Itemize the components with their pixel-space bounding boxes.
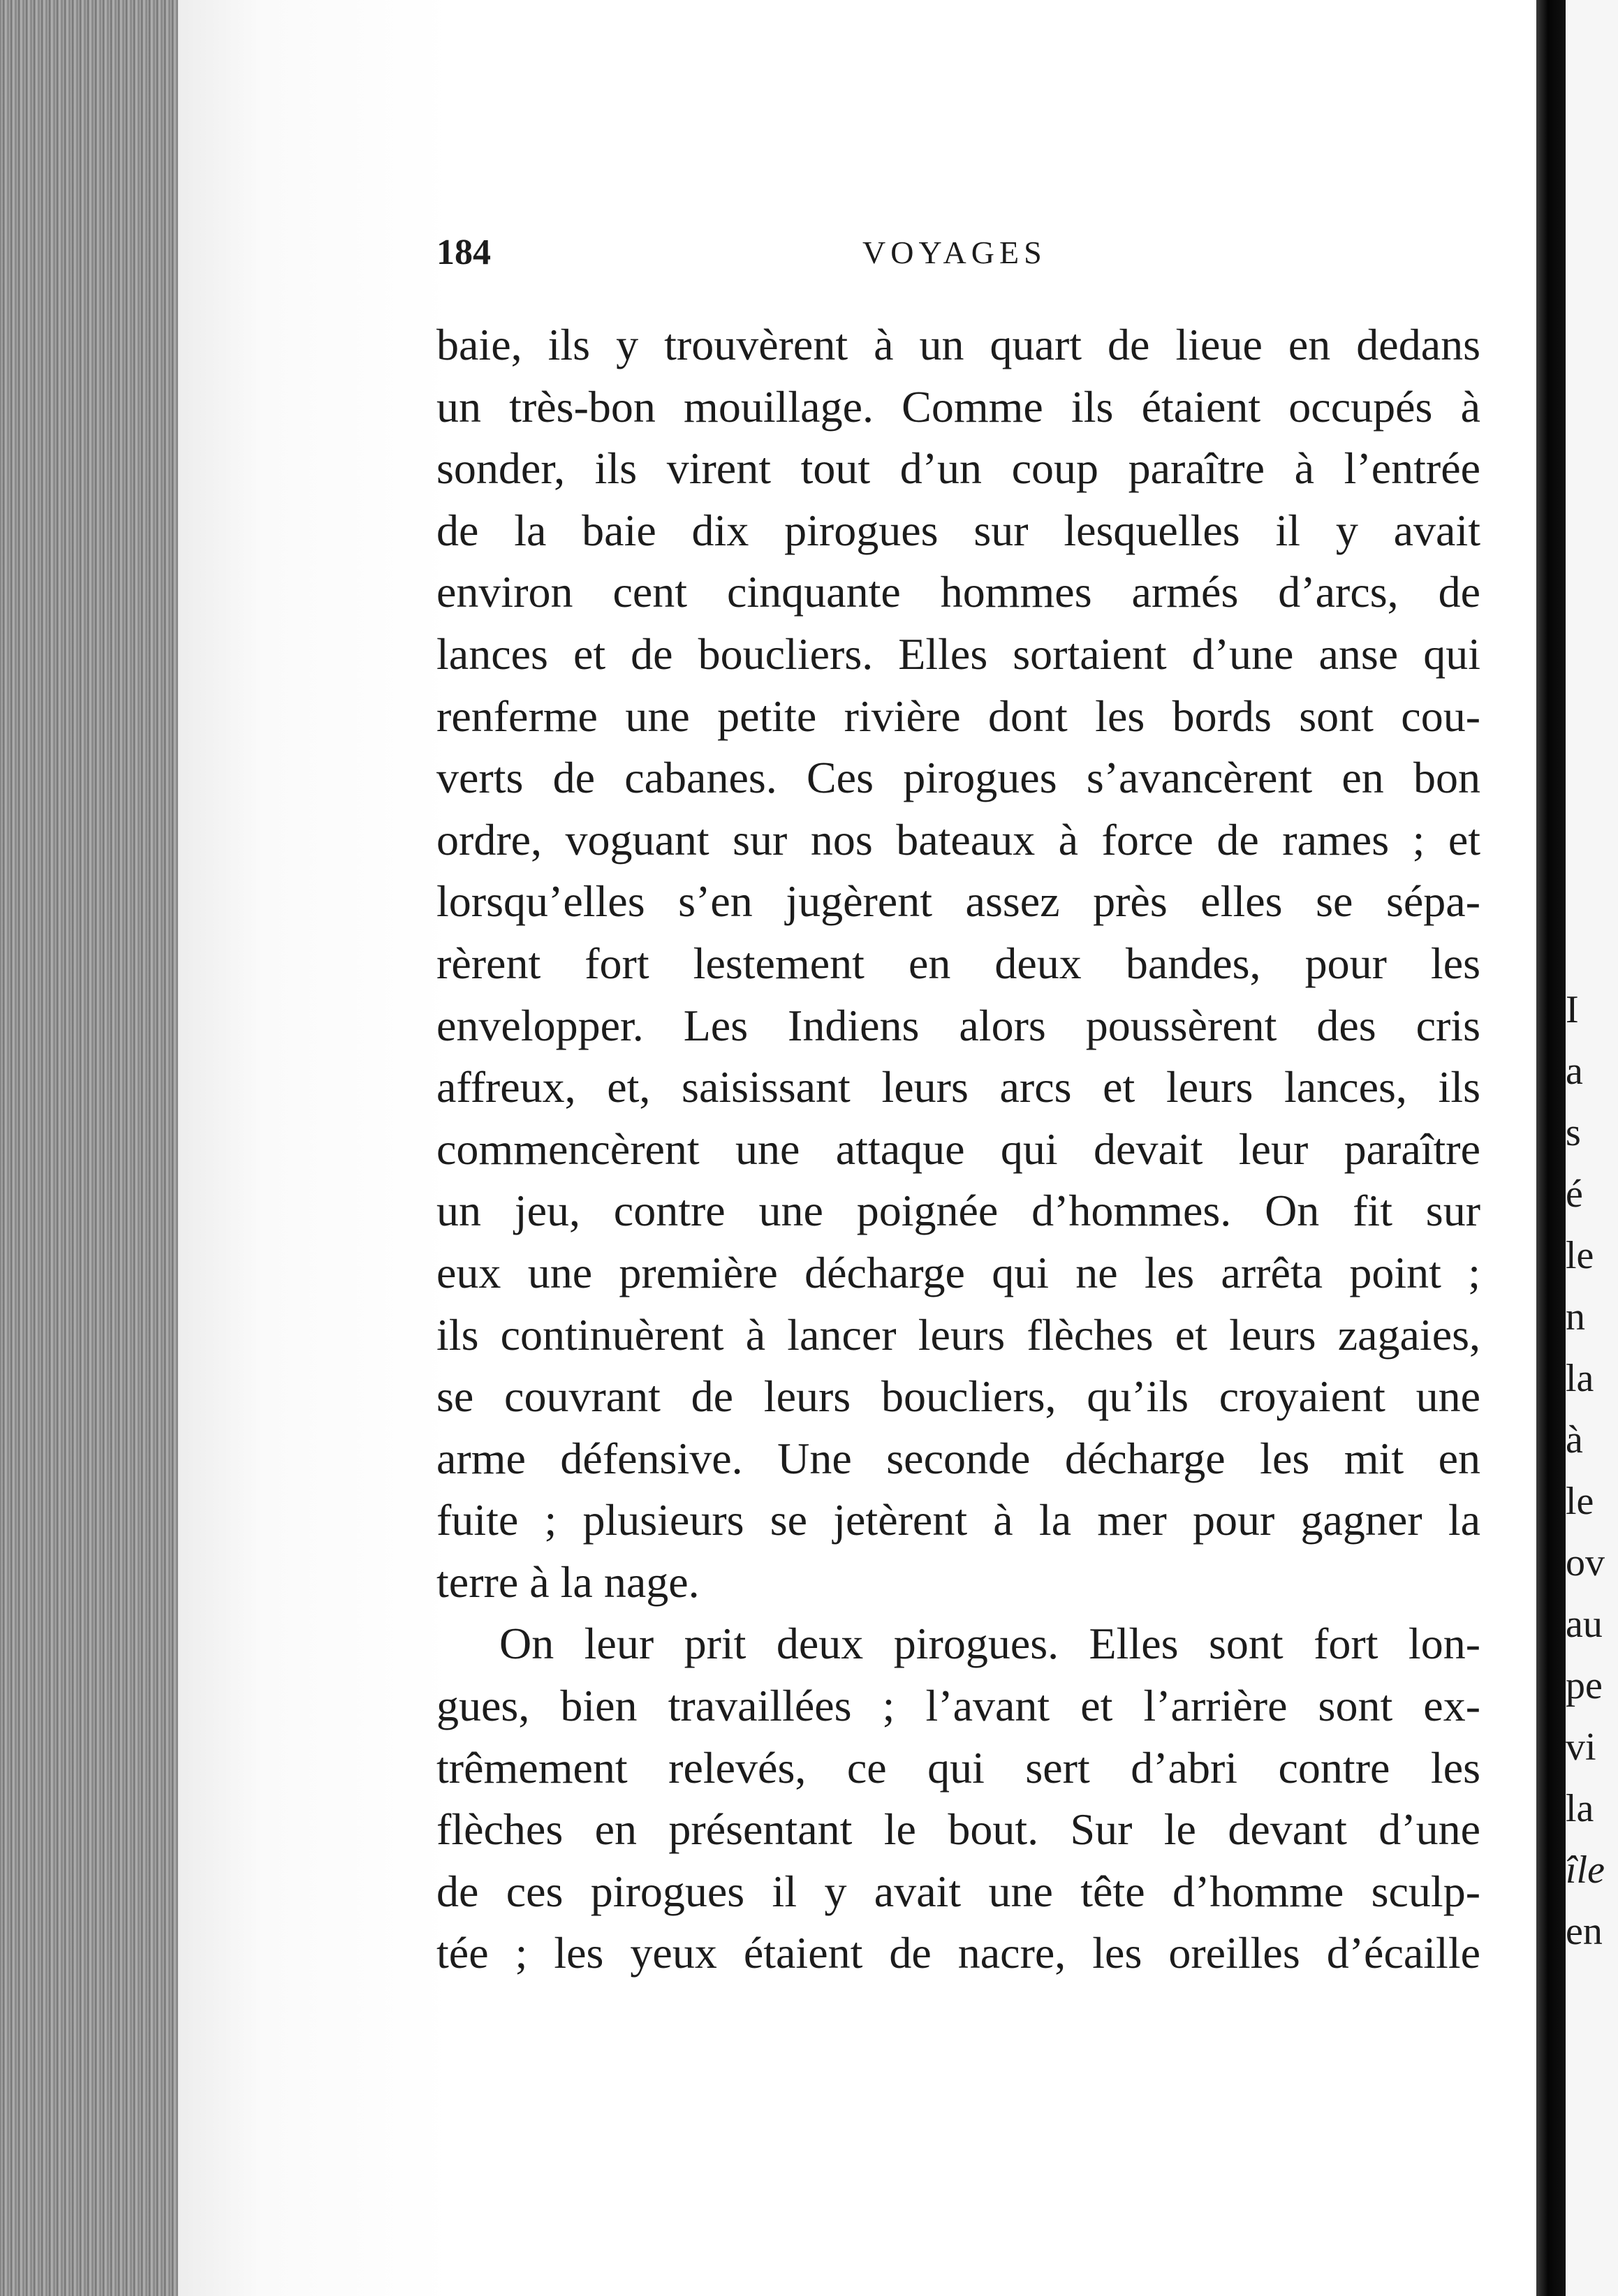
facing-line: à — [1566, 1418, 1583, 1462]
text-line: rèrent fort lestement en deux bandes, pour les — [436, 938, 1480, 988]
facing-line: pe — [1566, 1664, 1603, 1707]
text-line: commencèrent une attaque qui devait leur paraître — [436, 1124, 1480, 1174]
facing-line: a — [1566, 1050, 1583, 1093]
facing-line: é — [1566, 1172, 1583, 1216]
text-line: verts de cabanes. Ces pirogues s’avancèrent en bon — [436, 753, 1480, 803]
facing-line: le — [1566, 1480, 1594, 1523]
facing-line: I — [1566, 988, 1579, 1031]
text-line: baie, ils y trouvèrent à un quart de lieue en dedans — [436, 320, 1480, 369]
text-line: flèches en présentant le bout. Sur le devant d’une — [436, 1804, 1480, 1855]
facing-line: au — [1566, 1603, 1603, 1646]
facing-line: en — [1566, 1910, 1603, 1953]
facing-line: le — [1566, 1234, 1594, 1277]
page-seam — [1536, 0, 1566, 2296]
text-line: se couvrant de leurs boucliers, qu’ils croyaient une — [436, 1371, 1480, 1422]
facing-line: ov — [1566, 1541, 1605, 1584]
book-gutter — [0, 0, 178, 2296]
text-line: affreux, et, saisissant leurs arcs et leurs lances, ils — [436, 1062, 1480, 1112]
text-line: trêmement relevés, ce qui sert d’abri contre les — [436, 1742, 1480, 1793]
text-line: de ces pirogues il y avait une tête d’homme sculp- — [436, 1866, 1480, 1916]
text-line: ordre, voguant sur nos bateaux à force de rames ; et — [436, 814, 1480, 864]
running-title: VOYAGES — [862, 235, 1047, 270]
text-line: sonder, ils virent tout d’un coup paraître à l’entrée — [436, 443, 1480, 494]
facing-line: la — [1566, 1357, 1594, 1400]
text-line: un jeu, contre une poignée d’hommes. On fit sur — [436, 1186, 1480, 1236]
text-line: envelopper. Les Indiens alors poussèrent des cris — [436, 1000, 1480, 1050]
paragraph-end-line: terre à la nage. — [436, 1557, 700, 1607]
text-line: arme défensive. Une seconde décharge les mit en — [436, 1433, 1480, 1483]
text-line: lorsqu’elles s’en jugèrent assez près elles se sépa- — [436, 876, 1480, 927]
text-line: un très-bon mouillage. Comme ils étaient occupés à — [436, 381, 1480, 432]
body-text — [436, 314, 1480, 1985]
paragraph-start-line: On leur prit deux pirogues. Elles sont fort lon- — [499, 1619, 1480, 1669]
page-number: 184 — [436, 233, 491, 272]
text-line: ils continuèrent à lancer leurs flèches et leurs zagaies, — [436, 1309, 1480, 1360]
facing-line: île — [1566, 1848, 1605, 1892]
facing-line: n — [1566, 1295, 1585, 1339]
text-line: lances et de boucliers. Elles sortaient d’une anse qui — [436, 628, 1480, 679]
page-header — [436, 225, 1477, 281]
facing-line: vi — [1566, 1725, 1596, 1769]
text-line: renferme une petite rivière dont les bords sont cou- — [436, 691, 1480, 741]
text-line: environ cent cinquante hommes armés d’arcs, de — [436, 567, 1480, 617]
text-line: de la baie dix pirogues sur lesquelles il y avait — [436, 505, 1480, 555]
facing-page — [1566, 0, 1618, 2296]
text-line: tée ; les yeux étaient de nacre, les oreilles d’écaille — [436, 1928, 1480, 1978]
text-line: fuite ; plusieurs se jetèrent à la mer pour gagner la — [436, 1495, 1480, 1545]
facing-line: la — [1566, 1787, 1594, 1830]
text-line: gues, bien travaillées ; l’avant et l’arrière sont ex- — [436, 1681, 1480, 1731]
text-line: eux une première décharge qui ne les arrêta point ; — [436, 1247, 1480, 1297]
facing-line: s — [1566, 1111, 1581, 1154]
